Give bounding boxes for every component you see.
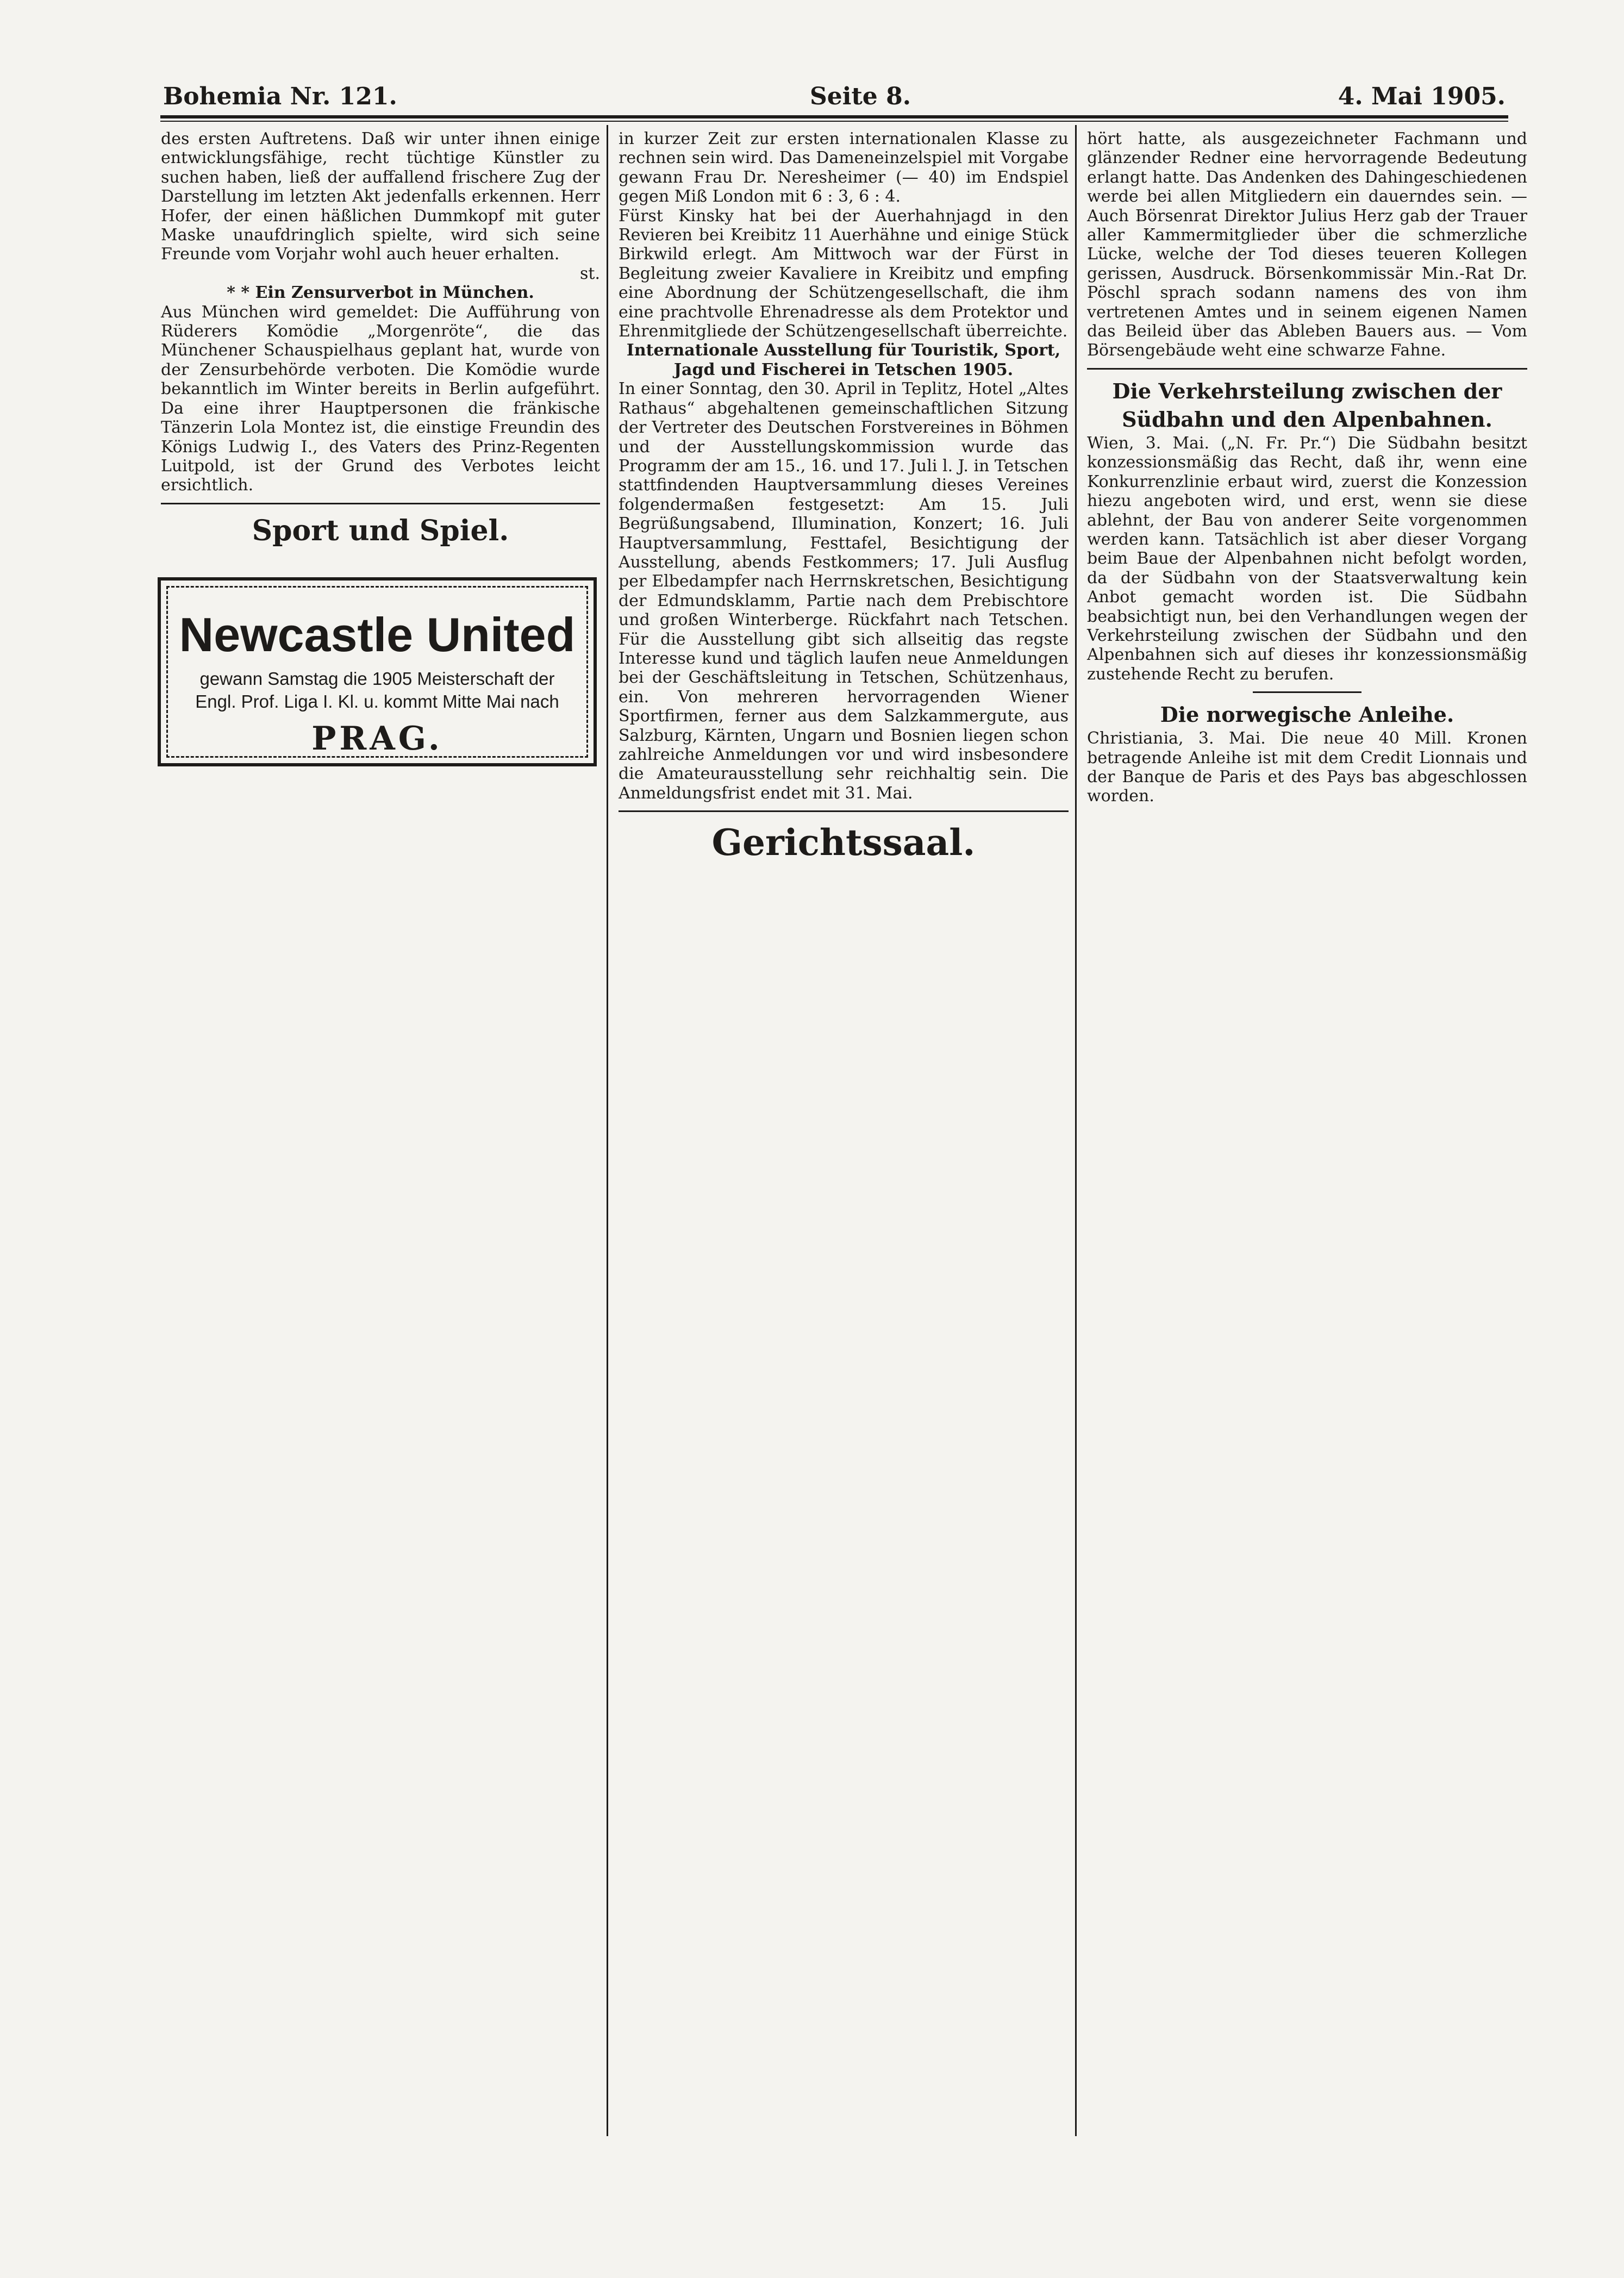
masthead-rule: [160, 115, 1508, 118]
masthead: [163, 76, 1506, 114]
expo-article: In einer Sonntag, den 30. April in Teplitz, Hotel „Altes Rathaus“ abgehaltenen gemeinschaftlichen Sitzung der Vertreter des Deutschen Forstvereines in Böhmen und der Ausstellungskommission wurde das Programm der am 15., 16. und 17. Juli l. J. in Tetschen stattfindenden Hauptversammlung dieses Vereines folgendermaßen festgesetzt: Am 15. Juli Begrüßungsabend, Illumination, Konzert; 16. Juli Hauptversammlung, Festtafel, Besichtigung der Ausstellung, abends Festkommers; 17. Juli Ausflug per Elbedampfer nach Herrnskretschen, Besichtigung der Edmundsklamm, Partie nach dem Prebischtore und großen Winterberge. Rückfahrt nach Tetschen. Für die Ausstellung gibt sich allseitig das regste Interesse kund und täglich laufen neue Anmeldungen bei der Geschäftsleitung in Tetschen, Schützenhaus, ein. Von mehreren hervorragenden Wiener Sportfirmen, ferner aus dem Salzkammergute, aus Salzburg, Kärnten, Ungarn und Bosnien liegen schon zahlreiche Anmeldungen vor und wird insbesondere die Amateurausstellung sehr reichhaltig sein. Die Anmeldungsfrist endet mit 31. Mai.: [619, 379, 1069, 803]
column-2: [619, 129, 1069, 865]
masthead-page: Seite 8.: [810, 83, 911, 110]
expo-headline: Internationale Ausstellung für Touristik, Sport, Jagd und Fischerei in Tetschen 1905.: [626, 341, 1061, 379]
column-rule-2: [1075, 125, 1077, 2136]
bauer-continuation: hört hatte, als ausgezeichneter Fachmann und glänzender Redner eine hervorragende Bedeutung erlangt hatte. Das Andenken des Dahingeschiedenen werde bei allen Mitgliedern ein dauerndes sein. — Auch Börsenrat Direktor Julius Herz gab der Trauer aller Kammermitglieder über die schmerzliche Lücke, welche der Tod dieses teueren Kollegen gerissen, Ausdruck. Börsenkommissär Min.-Rat Dr. Pöschl sprach sodann namens des von ihm vertretenen Amtes und in seinem eigenen Namen das Beileid über das Ableben Bauers aus. — Vom Börsengebäude weht eine schwarze Fahne.: [1087, 129, 1527, 360]
railway-article: Wien, 3. Mai. („N. Fr. Pr.“) Die Südbahn besitzt konzessionsmäßig das Recht, daß ihr, wenn eine Konkurrenzlinie erbaut wird, zuerst die Konzession hiezu angeboten wird, und erst, wenn sie diese ablehnt, der Bau von anderer Seite vorgenommen werden kann. Tatsächlich ist aber dieser Vorgang beim Baue der Alpenbahnen nicht befolgt worden, da der Südbahn von der Staatsverwaltung kein Anbot gemacht worden ist. Die Südbahn beabsichtigt nun, bei den Verhandlungen wegen der Verkehrsteilung zwischen der Südbahn und den Alpenbahnen sich auf dieses ihr konzessionsmäßig zustehende Recht zu berufen.: [1087, 433, 1527, 684]
divider: [619, 810, 1069, 812]
divider: [1087, 368, 1527, 370]
divider: [161, 503, 600, 504]
theatre-review: des ersten Auftretens. Daß wir unter ihnen einige entwicklungsfähige, recht tüchtige Künstler zu suchen haben, ließ der auffallend frischere Zug der Darstellung im letzten Akt jedenfalls erkennen. Herr Hofer, der einen häßlichen Dummkopf mit guter Maske unaufdringlich spielte, wird sich seine Freunde vom Vorjahr wohl auch heuer erhalten.: [161, 129, 600, 264]
loan-article: Christiania, 3. Mai. Die neue 40 Mill. Kronen betragende Anleihe ist mit dem Credit Lionnais und der Banque de Paris et des Pays bas abgeschlossen worden.: [1087, 729, 1527, 806]
masthead-date: 4. Mai 1905.: [1338, 83, 1506, 110]
section-court: Gerichtssaal.: [711, 821, 976, 864]
kinsky-article: Fürst Kinsky hat bei der Auerhahnjagd in den Revieren bei Kreibitz 11 Auerhähne und einige Stück Birkwild erlegt. Am Mittwoch war der Fürst in Begleitung zweier Kavaliere in Kreibitz und empfing eine Abordnung der Schützengesellschaft, die ihm eine prachtvolle Ehrenadresse als dem Protektor und Ehrenmitgliede der Schützengesellschaft überreichte.: [619, 206, 1069, 341]
section-sport: Sport und Spiel.: [252, 514, 509, 547]
column-1: [161, 129, 600, 550]
tennis-continuation: in kurzer Zeit zur ersten internationalen Klasse zu rechnen sein wird. Das Dameneinzelspiel mit Vorgabe gewann Frau Dr. Neresheimer (— 40) im Endspiel gegen Miß London mit 6 : 3, 6 : 4.: [619, 129, 1069, 207]
column-rule-1: [607, 125, 608, 2136]
railway-headline: Die Verkehrsteilung zwischen der Südbahn und den Alpenbahnen.: [1112, 378, 1502, 432]
zensur-headline: * * Ein Zensurverbot in München.: [227, 283, 534, 303]
loan-headline: Die norwegische Anleihe.: [1160, 702, 1454, 727]
theatre-review-signature: st.: [580, 264, 600, 283]
column-3: [1087, 129, 1527, 806]
masthead-issue: Bohemia Nr. 121.: [163, 83, 397, 110]
zensur-article: Aus München wird gemeldet: Die Aufführung von Rüderers Komödie „Morgenröte“, die das Münchener Schauspielhaus geplant hat, wurde von der Zensurbehörde verboten. Die Komödie wurde bekanntlich im Winter bereits in Berlin aufgeführt. Da eine ihrer Hauptpersonen die fränkische Tänzerin Lola Montez ist, die einstige Freundin des Königs Ludwig I., des Vaters des Prinz-Regenten Luitpold, ist der Grund des Verbotes leicht ersichtlich.: [161, 302, 600, 495]
ad-text: gewann Samstag die 1905 Meisterschaft der Engl. Prof. Liga I. Kl. u. kommt Mitte Mai nach: [195, 669, 559, 712]
newcastle-ad: [158, 577, 597, 766]
divider-short: [1253, 691, 1361, 693]
masthead-rule-thin: [160, 121, 1508, 122]
ad-title: Newcastle United: [179, 608, 576, 661]
ad-city: PRAG.: [311, 720, 443, 758]
